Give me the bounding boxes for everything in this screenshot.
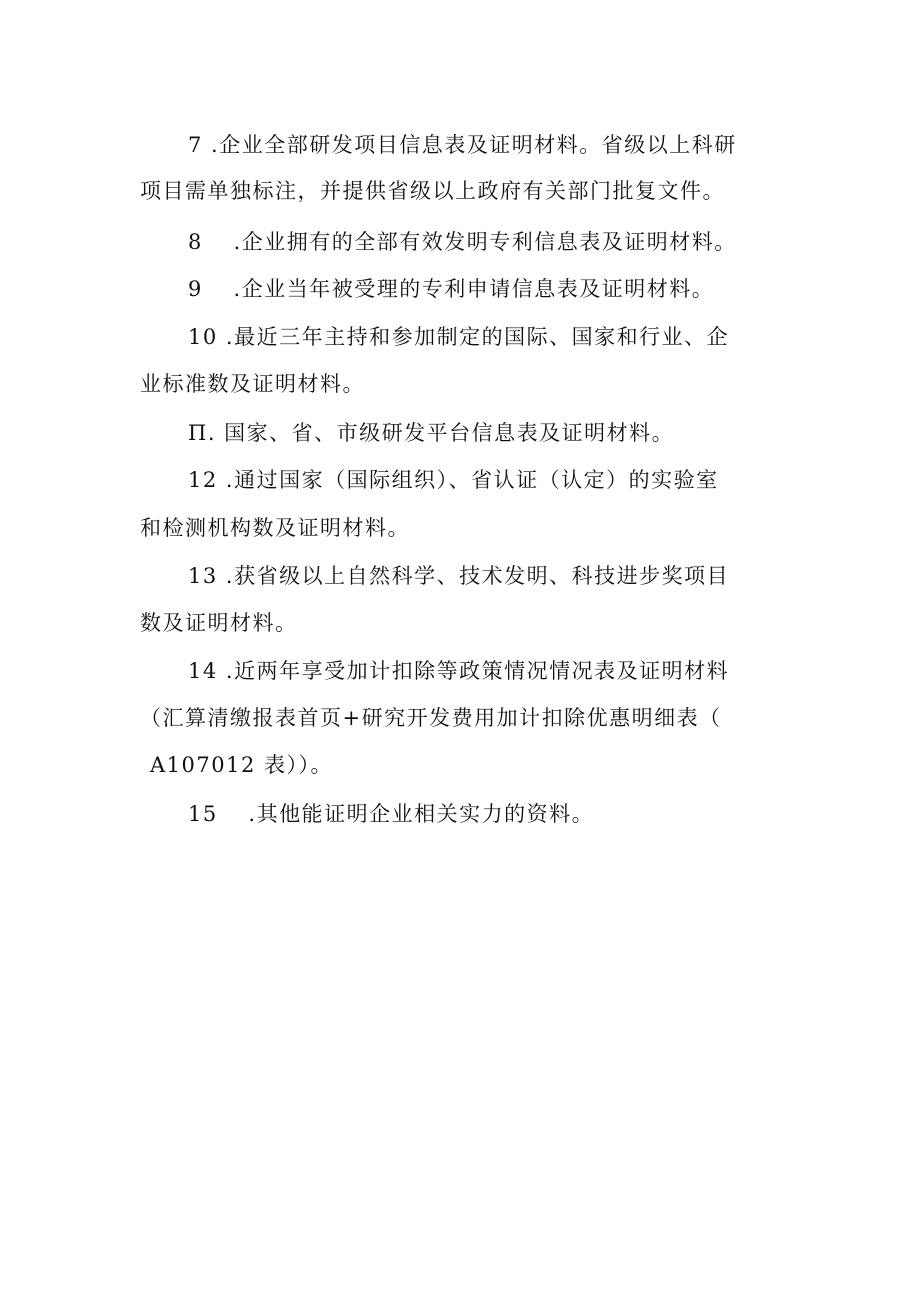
item-12-line-2: 和检测机构数及证明材料。 bbox=[140, 516, 410, 540]
item-13-line-1: 13 .获省级以上自然科学、技术发明、科技进步奖项目 bbox=[188, 564, 730, 588]
item-14-line-1: 14 .近两年享受加计扣除等政策情况情况表及证明材料 bbox=[188, 659, 730, 683]
item-9-line: 9 .企业当年被受理的专利申请信息表及证明材料。 bbox=[188, 277, 715, 301]
item-14-line-2: （汇算清缴报表首页+研究开发费用加计扣除优惠明细表（ bbox=[140, 706, 722, 730]
item-7-line-2: 项目需单独标注，并提供省级以上政府有关部门批复文件。 bbox=[140, 179, 725, 203]
item-14-line-3: A107012 表））。 bbox=[150, 753, 334, 777]
item-11-line: Π. 国家、省、市级研发平台信息表及证明材料。 bbox=[188, 421, 675, 445]
item-15-line: 15 .其他能证明企业相关实力的资料。 bbox=[188, 802, 595, 826]
item-8-line: 8 .企业拥有的全部有效发明专利信息表及证明材料。 bbox=[188, 230, 737, 254]
item-12-line-1: 12 .通过国家（国际组织）、省认证（认定）的实验室 bbox=[188, 468, 719, 492]
item-13-line-2: 数及证明材料。 bbox=[140, 611, 298, 635]
item-10-line-1: 10 .最近三年主持和参加制定的国际、国家和行业、企 bbox=[188, 325, 730, 349]
item-10-line-2: 业标准数及证明材料。 bbox=[140, 372, 365, 396]
item-7-line-1: 7 .企业全部研发项目信息表及证明材料。省级以上科研 bbox=[188, 133, 737, 157]
